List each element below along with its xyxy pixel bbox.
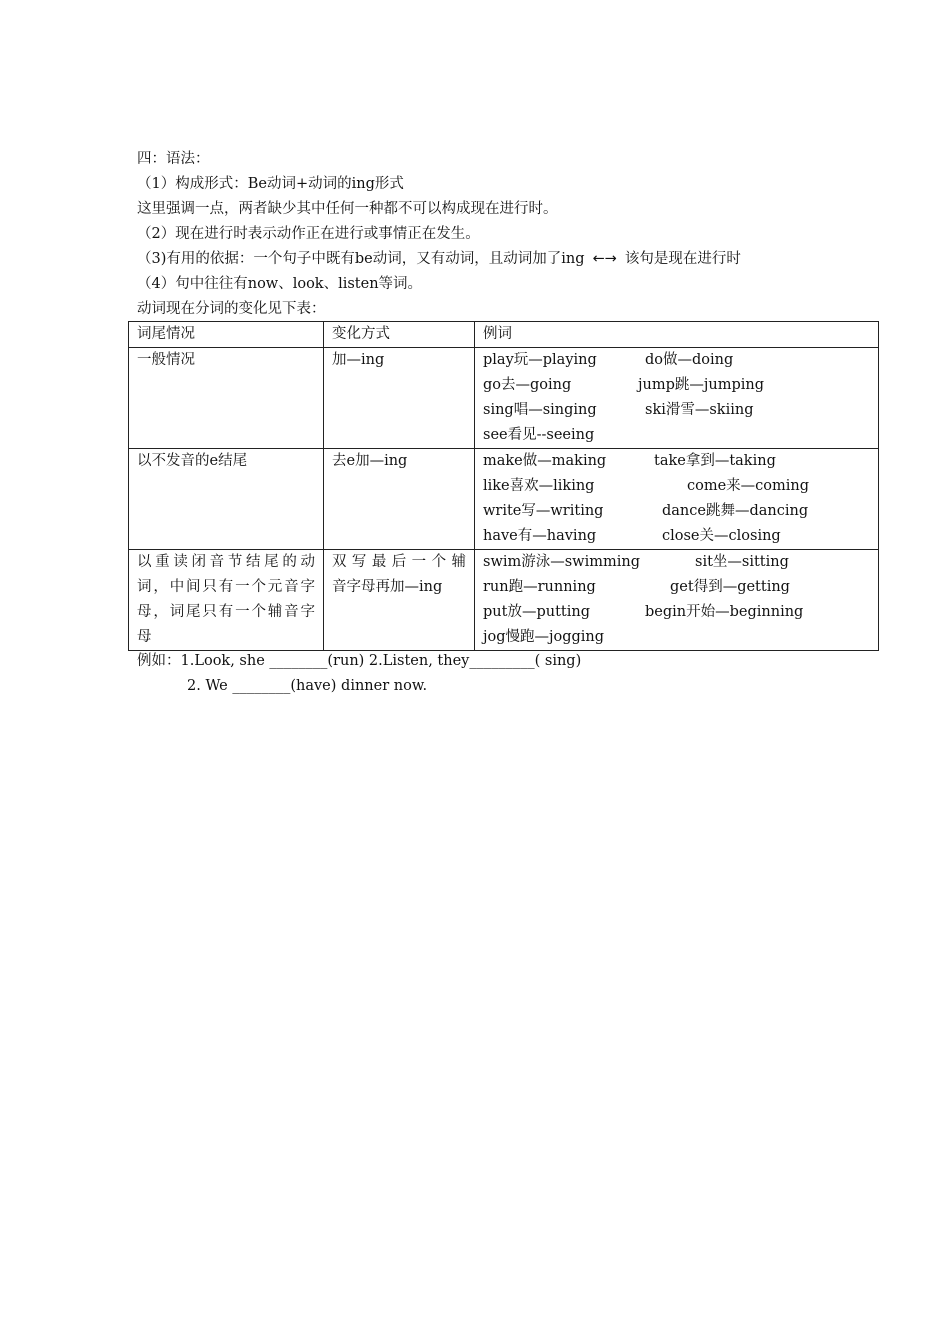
cell-examples xyxy=(475,550,879,651)
example-line xyxy=(483,474,870,499)
grammar-point-3-conclusion: 该句是现在进行时 xyxy=(624,251,741,267)
example-word: close关—closing xyxy=(662,528,781,544)
cell-examples xyxy=(475,449,879,550)
example-word: dance跳舞—dancing xyxy=(662,503,809,519)
example-line xyxy=(483,449,870,474)
example-word: make做—making xyxy=(483,453,607,469)
cell-rule: 加—ing xyxy=(324,348,475,449)
exercise-line-2: 2. We ________(have) dinner now. xyxy=(187,678,428,694)
condition-line: 以重读闭音节结尾的动 xyxy=(137,554,315,570)
cell-condition xyxy=(129,550,324,651)
example-word: do做—doing xyxy=(645,352,734,368)
example-line xyxy=(483,348,870,373)
example-line xyxy=(483,600,870,625)
example-word: play玩—playing xyxy=(483,352,597,368)
example-word: take拿到—taking xyxy=(654,453,776,469)
condition-line: 母，词尾只有一个辅音字 xyxy=(137,604,315,620)
grammar-point-2: （2）现在进行时表示动作正在进行或事情正在发生。 xyxy=(137,226,480,242)
section-heading: 四：语法： xyxy=(137,151,210,167)
cell-condition: 一般情况 xyxy=(129,348,324,449)
rule-line: 音字母再加—ing xyxy=(332,579,443,595)
table-caption: 动词现在分词的变化见下表： xyxy=(137,301,326,317)
example-line xyxy=(483,499,870,524)
example-line xyxy=(483,625,870,650)
example-word: get得到—getting xyxy=(670,579,790,595)
cell-rule xyxy=(324,550,475,651)
example-line xyxy=(483,575,870,600)
example-word: put放—putting xyxy=(483,604,590,620)
example-word: ski滑雪—skiing xyxy=(645,402,754,418)
example-word: write写—writing xyxy=(483,503,604,519)
grammar-note: 这里强调一点，两者缺少其中任何一种都不可以构成现在进行时。 xyxy=(137,201,558,217)
condition-line: 词，中间只有一个元音字 xyxy=(137,579,315,595)
example-word: have有—having xyxy=(483,528,597,544)
condition-line: 母 xyxy=(137,629,152,645)
header-ending: 词尾情况 xyxy=(129,322,324,348)
example-line xyxy=(483,398,870,423)
table-header-row xyxy=(129,322,879,348)
table-row xyxy=(129,449,879,550)
example-line xyxy=(483,550,870,575)
table-row xyxy=(129,348,879,449)
example-word: come来—coming xyxy=(687,478,810,494)
grammar-point-4: （4）句中往往有now、look、listen等词。 xyxy=(137,276,423,292)
table-row xyxy=(129,550,879,651)
example-word: jog慢跑—jogging xyxy=(483,629,605,645)
example-word: see看见--seeing xyxy=(483,427,595,443)
example-word: run跑—running xyxy=(483,579,596,595)
double-arrow-icon: ←→ xyxy=(592,251,617,267)
header-examples: 例词 xyxy=(475,322,879,348)
cell-condition: 以不发音的e结尾 xyxy=(129,449,324,550)
grammar-point-3-text: （3)有用的依据：一个句子中既有be动词，又有动词，且动词加了ing xyxy=(137,251,585,267)
cell-rule: 去e加—ing xyxy=(324,449,475,550)
example-word: begin开始—beginning xyxy=(645,604,804,620)
exercise-line-1: 例如：1.Look, she ________(run) 2.Listen, they_________( sing) xyxy=(137,653,582,669)
header-change: 变化方式 xyxy=(324,322,475,348)
grammar-point-1: （1）构成形式：Be动词+动词的ing形式 xyxy=(137,176,404,192)
example-word: jump跳—jumping xyxy=(638,377,764,393)
example-line xyxy=(483,423,870,448)
example-word: swim游泳—swimming xyxy=(483,554,640,570)
grammar-point-3 xyxy=(137,249,741,269)
example-word: sit坐—sitting xyxy=(695,554,789,570)
verb-ing-table xyxy=(128,321,879,651)
example-word: sing唱—singing xyxy=(483,402,597,418)
cell-examples xyxy=(475,348,879,449)
example-line xyxy=(483,524,870,549)
example-word: like喜欢—liking xyxy=(483,478,595,494)
example-line xyxy=(483,373,870,398)
rule-line: 双写最后一个辅 xyxy=(332,554,466,570)
example-word: go去—going xyxy=(483,377,572,393)
